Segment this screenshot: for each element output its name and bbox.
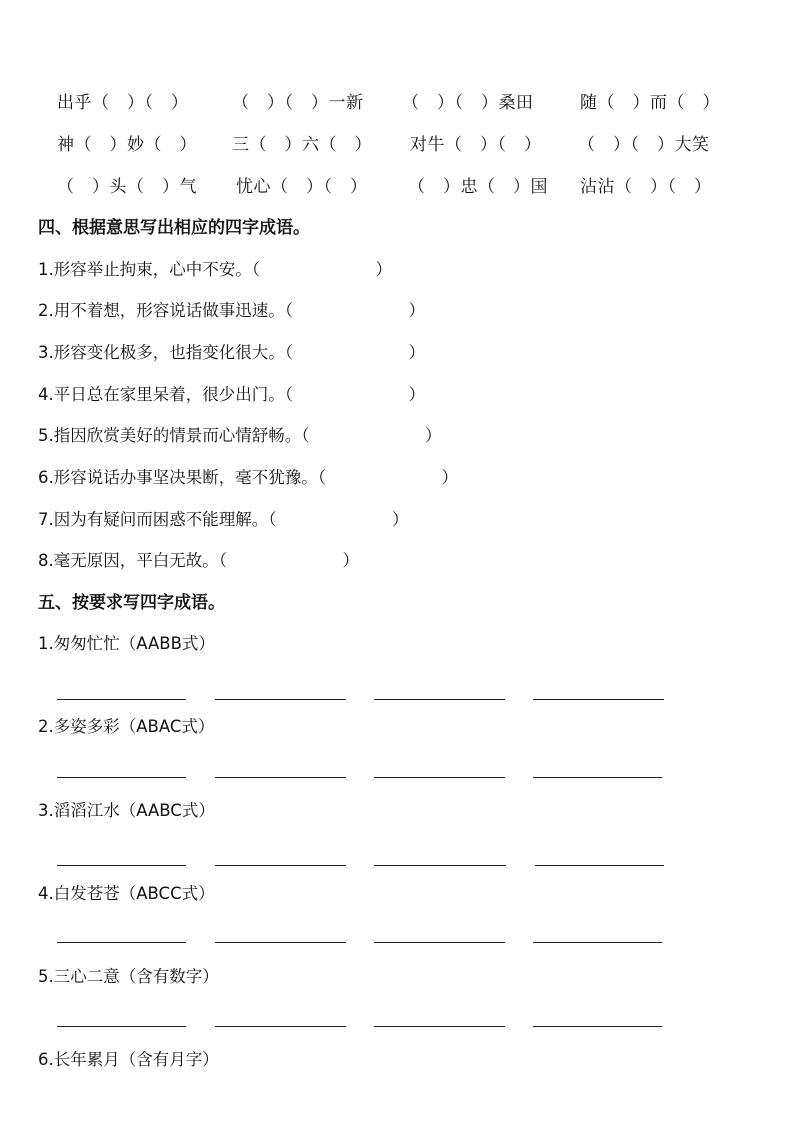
answer-line[interactable] bbox=[374, 699, 505, 700]
answer-line[interactable] bbox=[57, 1026, 186, 1027]
question-item: 3.形容变化极多，也指变化很大。（ ） bbox=[38, 343, 425, 362]
section-title: 四、根据意思写出相应的四字成语。 bbox=[38, 218, 310, 238]
question-item: 6.长年累月（含有月字） bbox=[38, 1050, 219, 1069]
question-item: 7.因为有疑问而困惑不能理解。（ ） bbox=[38, 510, 409, 529]
answer-line[interactable] bbox=[215, 1026, 346, 1027]
answer-line[interactable] bbox=[215, 777, 346, 778]
answer-line[interactable] bbox=[57, 777, 186, 778]
answer-line[interactable] bbox=[215, 865, 346, 866]
fill-idiom: （ ）（ ）大笑 bbox=[578, 135, 710, 155]
fill-idiom: （ ）（ ）桑田 bbox=[402, 93, 534, 113]
answer-line[interactable] bbox=[533, 942, 662, 943]
question-item: 5.三心二意（含有数字） bbox=[38, 967, 219, 986]
question-item: 8.毫无原因，平白无故。（ ） bbox=[38, 551, 359, 570]
answer-line[interactable] bbox=[374, 942, 505, 943]
fill-idiom: 对牛（ ）（ ） bbox=[410, 135, 542, 155]
fill-idiom: （ ）（ ）一新 bbox=[232, 93, 364, 113]
section-title: 五、按要求写四字成语。 bbox=[38, 593, 225, 613]
question-item: 5.指因欣赏美好的情景而心情舒畅。（ ） bbox=[38, 426, 442, 445]
fill-idiom: 沾沾（ ）（ ） bbox=[580, 177, 712, 197]
fill-idiom: 神（ ）妙（ ） bbox=[57, 135, 197, 155]
answer-line[interactable] bbox=[374, 1026, 505, 1027]
question-item: 3.滔滔江水（AABC式） bbox=[38, 801, 215, 820]
question-item: 2.多姿多彩（ABAC式） bbox=[38, 717, 215, 736]
answer-line[interactable] bbox=[57, 865, 186, 866]
question-item: 4.平日总在家里呆着，很少出门。（ ） bbox=[38, 385, 425, 404]
fill-idiom: 三（ ）六（ ） bbox=[232, 135, 372, 155]
question-item: 1.形容举止拘束，心中不安。（ ） bbox=[38, 260, 392, 279]
answer-line[interactable] bbox=[374, 865, 506, 866]
fill-idiom: 忧心（ ）（ ） bbox=[236, 177, 368, 197]
question-item: 6.形容说话办事坚决果断，毫不犹豫。（ ） bbox=[38, 468, 458, 487]
question-item: 1.匆匆忙忙（AABB式） bbox=[38, 634, 215, 653]
answer-line[interactable] bbox=[215, 942, 346, 943]
answer-line[interactable] bbox=[57, 942, 186, 943]
fill-idiom: （ ）忠（ ）国 bbox=[408, 177, 548, 197]
answer-line[interactable] bbox=[533, 699, 664, 700]
answer-line[interactable] bbox=[535, 865, 664, 866]
fill-idiom: （ ）头（ ）气 bbox=[57, 177, 197, 197]
answer-line[interactable] bbox=[374, 777, 505, 778]
fill-idiom: 随（ ）而（ ） bbox=[580, 93, 720, 113]
answer-line[interactable] bbox=[533, 777, 662, 778]
answer-line[interactable] bbox=[533, 1026, 662, 1027]
answer-line[interactable] bbox=[215, 699, 346, 700]
question-item: 4.白发苍苍（ABCC式） bbox=[38, 884, 215, 903]
question-item: 2.用不着想，形容说话做事迅速。（ ） bbox=[38, 301, 425, 320]
answer-line[interactable] bbox=[57, 699, 186, 700]
fill-idiom: 出乎（ ）（ ） bbox=[57, 93, 189, 113]
